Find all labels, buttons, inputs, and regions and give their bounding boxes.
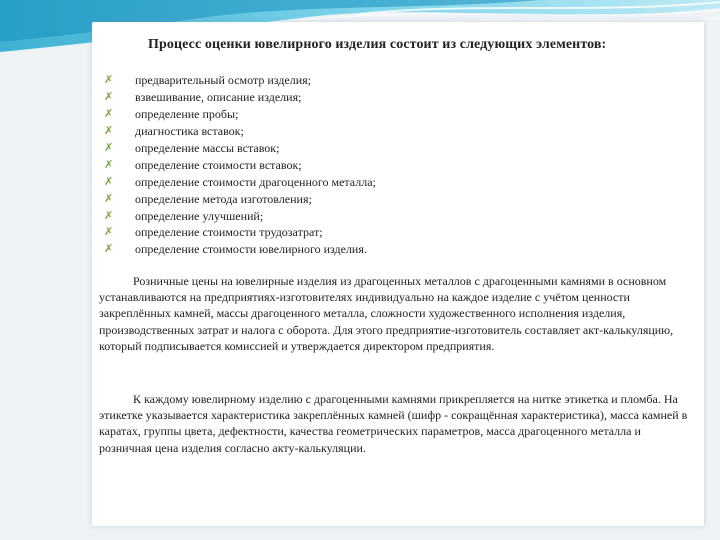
check-x-icon: ✗ (104, 158, 114, 171)
check-x-icon: ✗ (104, 192, 114, 205)
list-item (104, 140, 376, 157)
slide-title: Процесс оценки ювелирного изделия состоит из следующих элементов: (148, 37, 607, 52)
list-item (104, 156, 376, 173)
list-item-text: диагностика вставок; (135, 124, 244, 139)
list-item (104, 106, 376, 123)
check-x-icon: ✗ (104, 175, 114, 188)
paragraph-label-tag: К каждому ювелирному изделию с драгоценными камнями прикрепляется на нитке этикетка и пломба. На этикетке указывается характеристика закреплённых камней (шифр - сокращённая характеристика), масса камней в каратах, группы цвета, дефектности, качества геометрических параметров, масса драгоценного металла и розничная цена изделия согласно акту-калькуляции. (99, 392, 688, 455)
list-item (104, 123, 376, 140)
list-item (104, 173, 376, 190)
list-item-text: определение стоимости трудозатрат; (135, 225, 323, 240)
check-x-icon: ✗ (104, 209, 114, 222)
evaluation-steps-list (104, 72, 376, 258)
check-x-icon: ✗ (104, 91, 114, 104)
list-item-text: предварительный осмотр изделия; (135, 73, 311, 88)
list-item-text: взвешивание, описание изделия; (135, 90, 302, 105)
list-item-text: определение пробы; (135, 107, 239, 122)
check-x-icon: ✗ (104, 74, 114, 87)
list-item-text: определение массы вставок; (135, 141, 280, 155)
check-x-icon: ✗ (104, 125, 114, 138)
list-item (104, 190, 376, 207)
paragraph-retail-prices: Розничные цены на ювелирные изделия из драгоценных металлов с драгоценными камнями в основном устанавливаются на предприятиях-изготовителях индивидуально на каждое изделие с учётом ценности закреплённых камней, массы драгоценного металла, сложности художественного исполнения изделия, производственных затрат и налога с оборота. Для этого предприятие-изготовитель составляет акт-калькуляцию, который подписывается комиссией и утверждается директором предприятия. (99, 274, 674, 353)
list-item (104, 89, 376, 106)
list-item (104, 224, 376, 241)
list-item (104, 241, 376, 258)
list-item (104, 72, 376, 89)
list-item-text: определение улучшений; (135, 208, 264, 223)
check-x-icon: ✗ (104, 142, 114, 154)
check-x-icon: ✗ (104, 108, 114, 121)
check-x-icon: ✗ (104, 226, 114, 239)
check-x-icon: ✗ (104, 243, 114, 256)
list-item (104, 207, 376, 224)
list-item-text: определение стоимости драгоценного металла; (135, 174, 376, 189)
list-item-text: определение стоимости вставок; (135, 157, 302, 172)
list-item-text: определение стоимости ювелирного изделия. (135, 242, 367, 257)
list-item-text: определение метода изготовления; (135, 191, 312, 206)
